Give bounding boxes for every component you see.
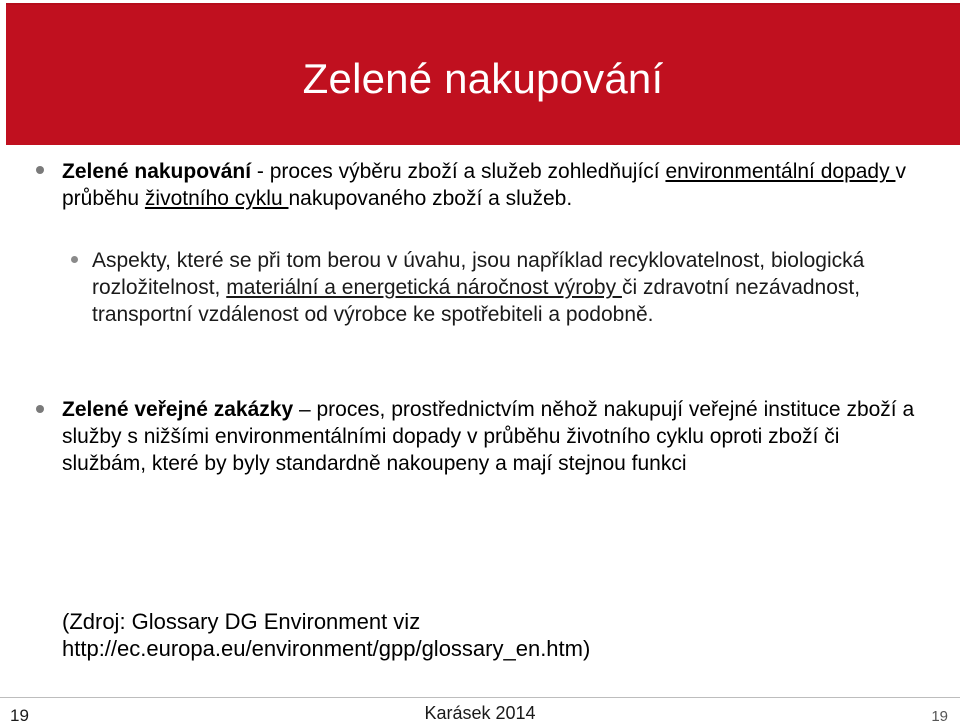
source-url[interactable]: http://ec.europa.eu/environment/gpp/glossary_en.htm): [62, 636, 591, 661]
bullet-dot-icon: [36, 405, 44, 413]
term-green-public-procurement: Zelené veřejné zakázky: [62, 398, 294, 421]
title-band: [6, 3, 960, 145]
procurement-definition: – proces, prostřednictvím něhož nakupují veřejné instituce zboží a služby s nižšími environmentálními dopady v průběhu životního cyklu oproti zboží či službám, které by byly standardně nakoupeny a mají stejnou funkci: [62, 398, 915, 475]
source-citation: [62, 608, 922, 662]
bullet-green-public-procurement: [62, 396, 922, 477]
aspects-text-2: či zdravotní nezávadnost, transportní vzdálenost od výrobce ke spotřebiteli a podobně.: [92, 276, 861, 326]
footer-author: Karásek 2014: [424, 703, 536, 723]
sub-bullet-aspects: [92, 247, 922, 328]
slide-number-right: 19: [931, 708, 948, 725]
sub-bullet-dot-icon: [71, 256, 78, 263]
aspects-text: Aspekty, které se při tom berou v úvahu, jsou například recyklovatelnost, biologická rozložitelnost,: [92, 249, 865, 299]
definition-text: - proces výběru zboží a služeb zohledňující: [251, 160, 666, 183]
link-material-energy-intensity[interactable]: materiální a energetická náročnost výroby: [226, 276, 622, 299]
definition-text-2: v průběhu: [62, 160, 906, 210]
slide-title: Zelené nakupování: [302, 55, 664, 102]
term-green-purchasing: Zelené nakupování: [62, 160, 252, 183]
footer-divider: [0, 697, 960, 698]
link-environmental-impacts[interactable]: environmentální dopady: [665, 160, 896, 183]
link-life-cycle[interactable]: životního cyklu: [144, 187, 289, 210]
definition-text-3: nakupovaného zboží a služeb.: [288, 187, 573, 210]
source-line-1: (Zdroj: Glossary DG Environment viz: [62, 609, 421, 634]
bullet-green-purchasing: [62, 158, 912, 212]
bullet-dot-icon: [36, 166, 44, 174]
slide-number-left: 19: [10, 706, 29, 725]
